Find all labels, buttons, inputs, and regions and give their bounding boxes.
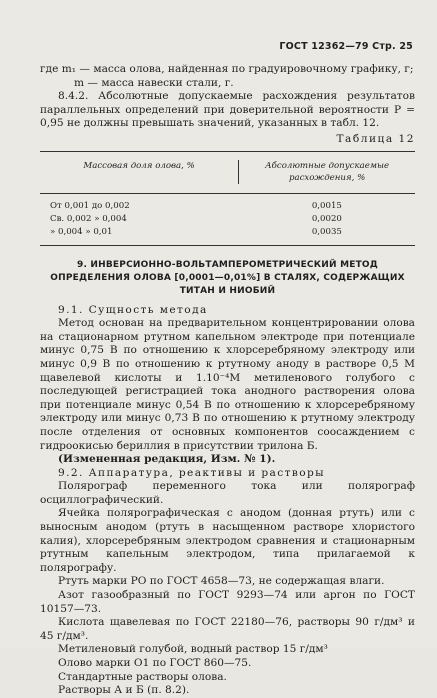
table-header-row — [40, 152, 415, 194]
paragraph-methylene-blue: Метиленовый голубой, водный раствор 15 г/дм³ — [58, 643, 328, 656]
heading-9-2: 9.2. Аппаратура, реактивы и растворы — [58, 466, 326, 479]
table-row — [40, 213, 415, 226]
table-row — [40, 226, 415, 239]
paragraph-polarograph: Полярограф переменного тока или полярограф осциллографический. — [40, 480, 415, 506]
paragraph-8-4-2: 8.4.2. Абсолютные допускаемые расхождения результатов параллельных определений при доверительной вероятности P = 0,95 не должны превышать значений, указанных в табл. 12. — [40, 90, 415, 130]
paragraph-mercury: Ртуть марки РО по ГОСТ 4658—73, не содержащая влаги. — [58, 575, 385, 588]
table-cell-value: 0,0015 — [311, 200, 342, 211]
paragraph-tin: Олово марки О1 по ГОСТ 860—75. — [58, 657, 252, 669]
paragraph-cell: Ячейка полярографическая с анодом (донная ртуть) или с выносным анодом (ртуть в насыщенном растворе хлористого калия), хлорсеребряным электродом сравнения и стационарным ртутным капельным электродом, типа прилагаемой к полярографу. — [40, 507, 415, 574]
paragraph-solutions-ab: Растворы А и Б (п. 8.2). — [58, 684, 190, 697]
paragraph-nitrogen: Азот газообразный по ГОСТ 9293—74 или аргон по ГОСТ 10157—73. — [40, 589, 415, 615]
table-12 — [40, 151, 415, 246]
table-cell-range: От 0,001 до 0,002 — [50, 200, 130, 211]
table-row — [40, 200, 415, 213]
document-body — [40, 63, 415, 698]
paragraph-oxalic-acid: Кислота щавелевая по ГОСТ 22180—76, растворы 90 г/дм³ и 45 г/дм³. — [40, 616, 415, 642]
section-9-title: 9. ИНВЕРСИОННО-ВОЛЬТАМПЕРОМЕТРИЧЕСКИЙ МЕТОД ОПРЕДЕЛЕНИЯ ОЛОВА [0,0001—0,01%] В СТАЛЯХ, СОДЕРЖАЩИХ ТИТАН И НИОБИЙ — [50, 259, 405, 296]
page-header: ГОСТ 12362—79 Стр. 25 — [279, 41, 413, 52]
table-body — [40, 194, 415, 245]
where-m1-line: где m₁ — масса олова, найденная по градуировочному графику, г; — [40, 63, 414, 75]
table-header-col2: Абсолютные допускаемые расхождения, % — [265, 160, 390, 183]
table-cell-value: 0,0035 — [311, 226, 342, 237]
table-cell-range: Св. 0,002 » 0,004 — [50, 213, 127, 224]
paragraph-standard-solutions: Стандартные растворы олова. — [58, 670, 227, 683]
paragraph-9-1: Метод основан на предварительном концентрировании олова на стационарном ртутном капельном электроде при потенциале минус 0,75 В по отношению к хлорсеребряному электроду или минус 0,9 В по отношению к ртутному аноду в растворе 0,5 М щавелевой кислоты и 1.10⁻⁴М метиленового голубого с последующей регистрацией тока анодного растворения олова при потенциале минус 0,54 В по отношению к хлорсеребряному электроду или минус 0,73 В по отношению к ртутному электроду после отделения от основных компонентов соосаждением с гидроокисью бериллия в присутствии трилона Б. — [40, 317, 415, 452]
heading-9-1: 9.1. Сущность метода — [58, 303, 208, 316]
revision-note: (Измененная редакция, Изм. № 1). — [58, 453, 276, 466]
table-cell-value: 0,0020 — [311, 213, 342, 224]
where-m-line: m — масса навески стали, г. — [74, 76, 234, 89]
table-cell-range: » 0,004 » 0,01 — [50, 226, 113, 237]
table-caption: Таблица 12 — [336, 132, 415, 145]
table-header-col1: Массовая доля олова, % — [40, 160, 239, 184]
